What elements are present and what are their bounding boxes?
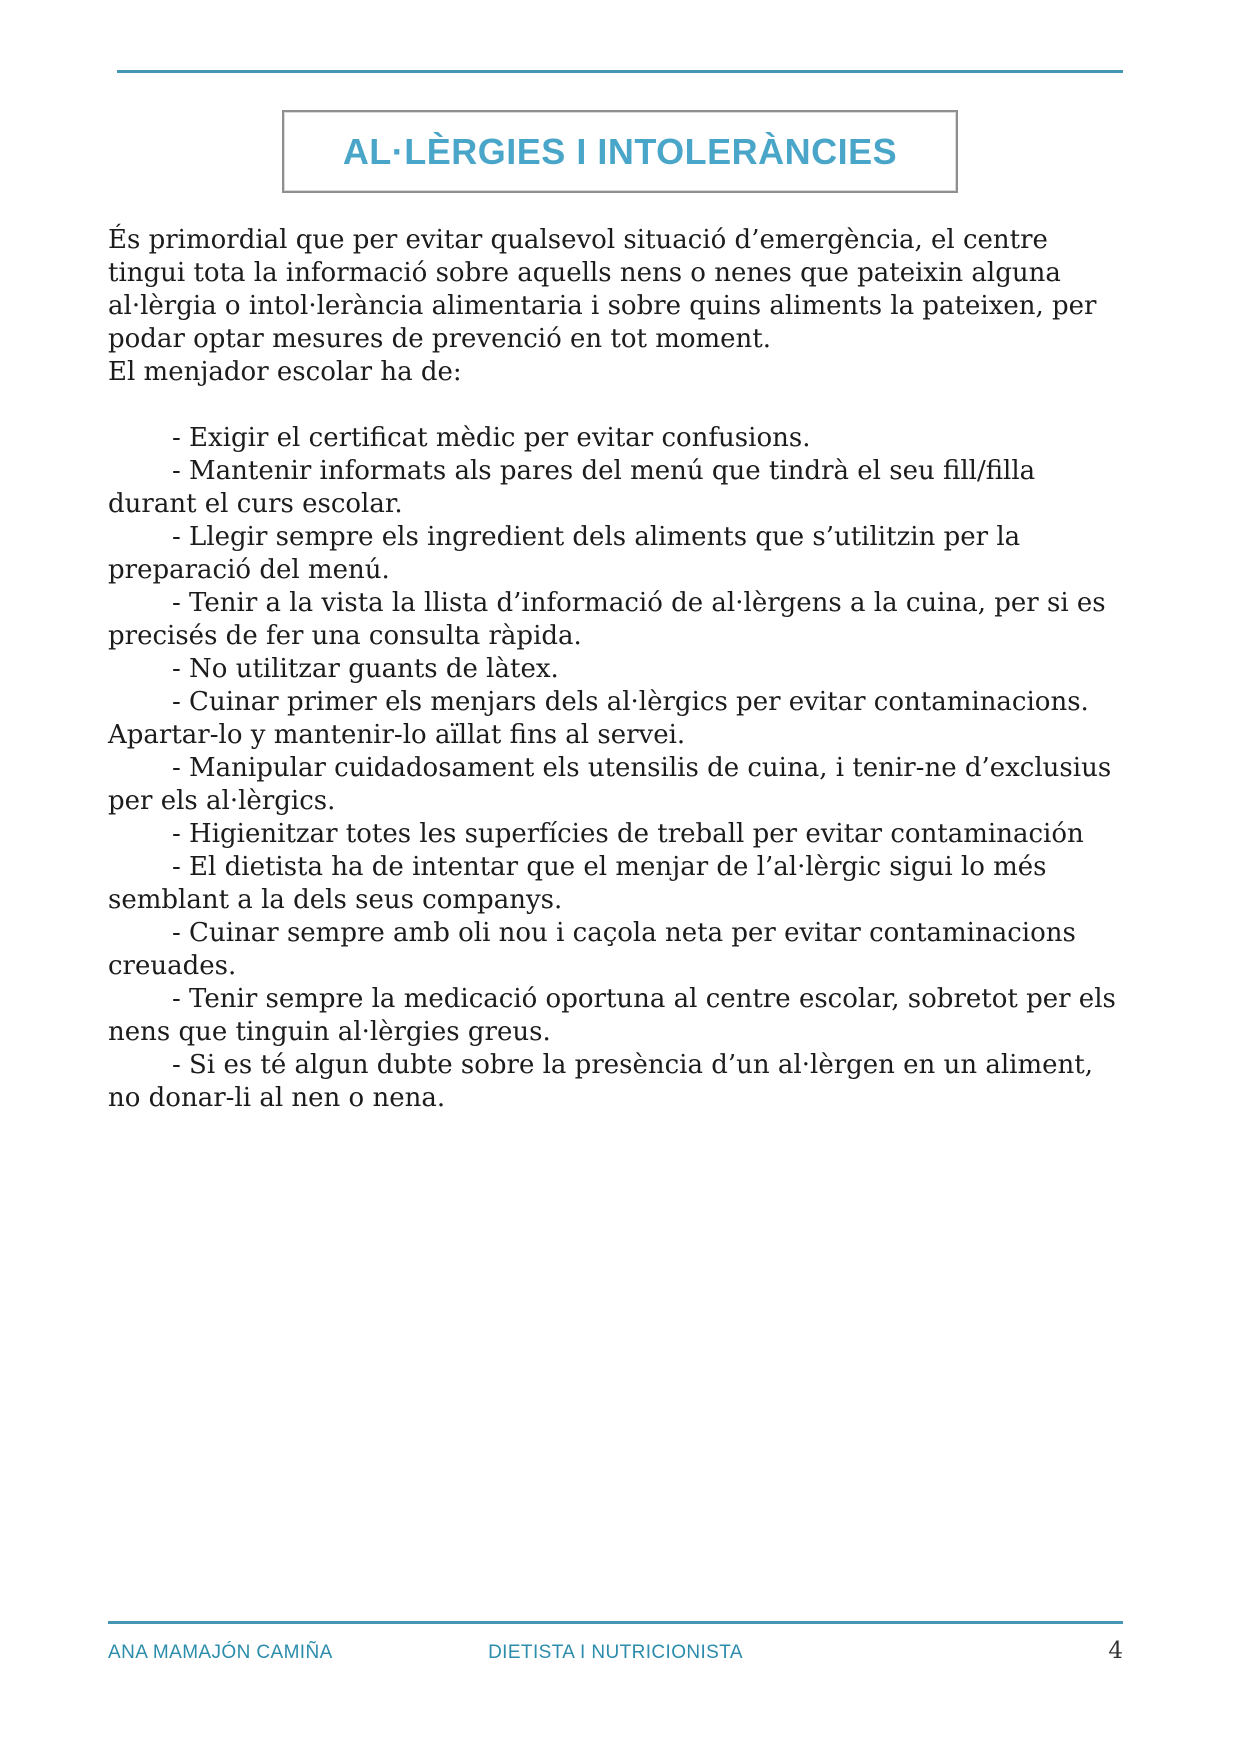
list-item: - Exigir el certificat mèdic per evitar confusions. (172, 423, 811, 453)
list-item: - Tenir sempre la medicació oportuna al centre escolar, sobretot per els nens que tinguin al·lèrgies greus. (108, 984, 1116, 1047)
list-item: - No utilitzar guants de làtex. (172, 654, 559, 684)
header-rule (117, 70, 1123, 73)
list-item: - Cuinar primer els menjars dels al·lèrgics per evitar contaminacions. Apartar-lo y mantenir-lo aïllat fins al servei. (108, 687, 1089, 750)
list-item: - Tenir a la vista la llista d’informació de al·lèrgens a la cuina, per si es precisés de fer una consulta ràpida. (108, 588, 1106, 651)
list-item: - Manipular cuidadosament els utensilis de cuina, i tenir-ne d’exclusius per els al·lèrgics. (108, 753, 1112, 816)
list-item: - Llegir sempre els ingredient dels aliments que s’utilitzin per la preparació del menú. (108, 522, 1021, 585)
title-box (282, 110, 958, 193)
footer-author: ANA MAMAJÓN CAMIÑA (108, 1642, 333, 1663)
footer-role: DIETISTA I NUTRICIONISTA (488, 1642, 743, 1663)
list-item: - El dietista ha de intentar que el menjar de l’al·lèrgic sigui lo més semblant a la dels seus companys. (108, 852, 1047, 915)
guideline-list (108, 422, 1128, 1115)
list-item: - Cuinar sempre amb oli nou i caçola neta per evitar contaminacions creuades. (108, 918, 1076, 981)
intro-lead-in: El menjador escolar ha de: (108, 357, 462, 387)
list-item: - Mantenir informats als pares del menú que tindrà el seu fill/filla durant el curs escolar. (108, 456, 1036, 519)
page-number: 4 (1108, 1638, 1123, 1664)
footer (108, 1638, 1123, 1664)
page-title: AL·LÈRGIES I INTOLERÀNCIES (342, 130, 898, 172)
footer-rule (108, 1621, 1123, 1624)
intro-paragraph: És primordial que per evitar qualsevol situació d’emergència, el centre tingui tota la informació sobre aquells nens o nenes que pateixin alguna al·lèrgia o intol·lerància alimentaria i sobre quins aliments la pateixen, per podar optar mesures de prevenció en tot moment. (108, 225, 1097, 354)
body-text (108, 224, 1128, 1115)
list-item: - Higienitzar totes les superfícies de treball per evitar contaminación (172, 819, 1084, 849)
list-item: - Si es té algun dubte sobre la presència d’un al·lèrgen en un aliment, no donar-li al nen o nena. (108, 1050, 1093, 1113)
